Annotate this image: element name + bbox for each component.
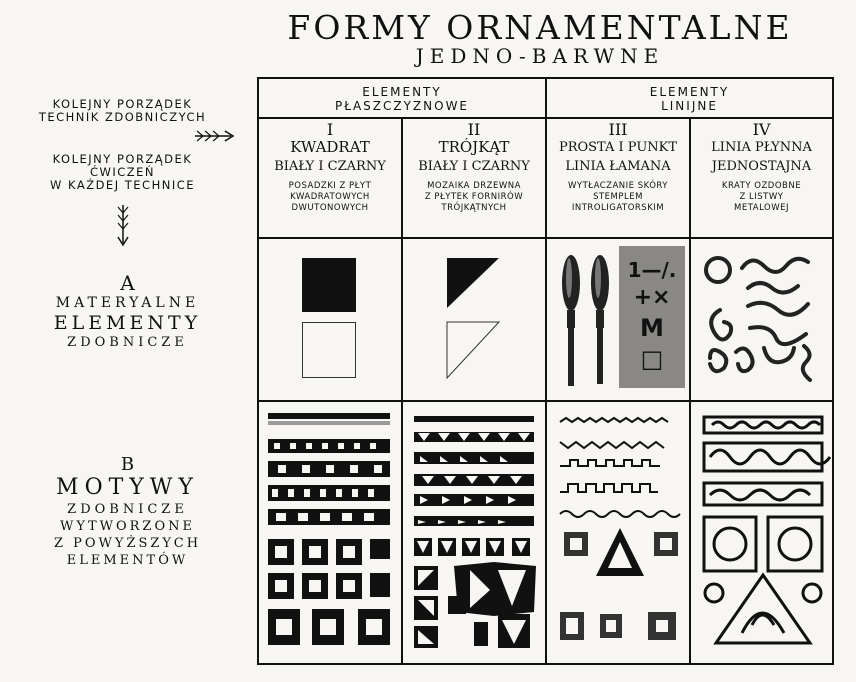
row-b-line-4: Z POWYŻSZYCH [53, 536, 202, 551]
stamp-symbol: M [640, 314, 664, 342]
column-description [547, 181, 689, 214]
column-header-2 [403, 122, 545, 214]
desc-line: KWADRATOWYCH [290, 192, 370, 202]
white-square-element [302, 322, 356, 378]
right-arrow-icon [195, 128, 237, 144]
column-name-2: BIAŁY I CZARNY [418, 159, 530, 174]
stamp-symbol: 1—/. [627, 258, 677, 282]
column-header-1 [259, 122, 401, 214]
column-name-1: TRÓJKĄT [438, 138, 510, 156]
desc-line: METALOWEJ [734, 203, 789, 213]
order-exercises-label [10, 153, 235, 192]
row-b-line-5: ELEMENTÓW [66, 553, 189, 568]
row-a-letter: A [120, 271, 135, 295]
column-header-4 [691, 122, 832, 214]
order-exercises-line-1: KOLEJNY PORZĄDEK [52, 152, 193, 166]
triangle-motifs [414, 416, 538, 650]
metal-strip-elements [700, 248, 824, 390]
desc-line: STEMPLEM [593, 192, 643, 202]
down-arrow-icon [115, 205, 131, 247]
row-a-line-1: MATERYALNE [55, 295, 200, 311]
group-linear-header [547, 85, 832, 113]
group-linear-label-1: ELEMENTY [649, 85, 730, 99]
column-name-2: LINIA ŁAMANA [565, 159, 671, 174]
black-square-element [302, 258, 356, 312]
desc-line: POSADZKI Z PŁYT [288, 181, 372, 191]
column-description [691, 181, 832, 214]
desc-line: Z LISTWY [739, 192, 784, 202]
row-a-line-2: ELEMENTY [53, 312, 202, 334]
desc-line: Z PŁYTEK FORNIRÓW [424, 192, 524, 202]
page-title: FORMY ORNAMENTALNE [287, 8, 793, 47]
page-subtitle: JEDNO-BARWNE [415, 44, 665, 68]
order-exercises-line-3: W KAŻDEJ TECHNICE [49, 178, 196, 192]
stamped-line-motifs [556, 416, 686, 648]
group-planar-label-1: ELEMENTY [362, 85, 442, 99]
desc-line: TRÓJKĄTNYCH [441, 203, 507, 213]
column-description [403, 181, 545, 214]
column-number: III [608, 120, 628, 139]
desc-line: DWUTONOWYCH [291, 203, 369, 213]
column-name-2: BIAŁY I CZARNY [274, 159, 386, 174]
row-b-line-2: ZDOBNICZE [67, 502, 188, 517]
desc-line: MOZAIKA DRZEWNA [427, 181, 521, 191]
stamp-symbols [619, 256, 685, 374]
column-name-1: LINIA PŁYNNA [711, 140, 812, 155]
wrought-iron-motifs [702, 415, 826, 649]
row-a-label [10, 272, 245, 352]
square-motifs [268, 413, 392, 649]
desc-line: INTROLIGATORSKIM [571, 203, 665, 213]
row-b-letter: B [120, 454, 135, 475]
row-a-line-3: ZDOBNICZE [67, 335, 188, 350]
order-techniques-line-1: KOLEJNY PORZĄDEK [52, 97, 193, 111]
order-techniques-line-2: TECHNIK ZDOBNICZYCH [38, 110, 207, 124]
stamp-tools-image [556, 248, 618, 390]
column-name-1: KWADRAT [290, 138, 370, 156]
stamp-symbol: +× [633, 285, 671, 310]
column-description [259, 181, 401, 214]
column-name-1: PROSTA I PUNKT [558, 140, 678, 155]
column-header-3 [547, 122, 689, 214]
white-triangle-element [447, 322, 501, 378]
row-b-line-1: MOTYWY [56, 475, 199, 500]
black-triangle-element [447, 258, 501, 310]
row-b-line-3: WYTWORZONE [60, 519, 195, 534]
group-linear-label-2: LINIJNE [661, 99, 718, 113]
column-number: II [467, 120, 481, 139]
row-b-label [10, 455, 245, 569]
group-planar-header [259, 85, 545, 113]
order-techniques-label [10, 98, 235, 124]
desc-line: KRATY OZDOBNE [721, 181, 802, 191]
column-name-2: JEDNOSTAJNA [711, 159, 812, 174]
stamp-symbol: □ [640, 345, 664, 373]
column-number: I [326, 120, 334, 139]
column-number: IV [752, 120, 771, 139]
order-exercises-line-2: ĆWICZEŃ [89, 165, 156, 179]
desc-line: WYTŁACZANIE SKÓRY [568, 181, 668, 191]
group-planar-label-2: PŁASZCZYZNOWE [334, 99, 470, 113]
